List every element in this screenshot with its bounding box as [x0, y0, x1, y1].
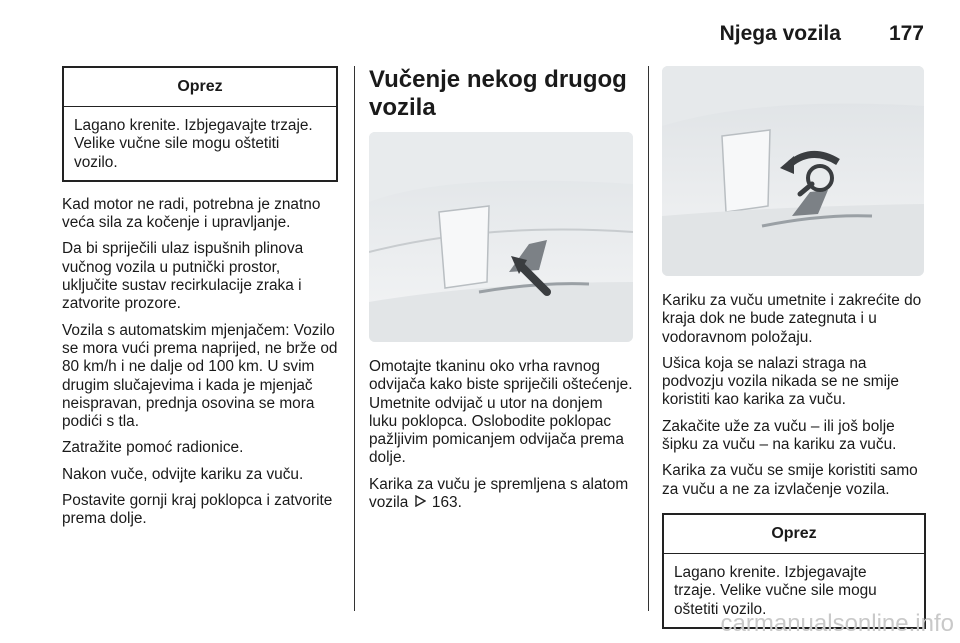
bumper-tow-eye-illustration: [662, 66, 924, 276]
caution-title: Oprez: [64, 68, 336, 107]
paragraph: Kariku za vuču umetnite i zakrećite do kraja dok ne bude zategnuta i u vodoravnom položaju.: [662, 292, 922, 346]
reference-page: 163.: [431, 494, 462, 512]
column-divider: [648, 66, 649, 611]
caution-text: Lagano krenite. Izbjegavajte trzaje. Velike vučne sile mogu oštetiti vozilo.: [674, 563, 877, 618]
paragraph: Zatražite pomoć radionice.: [62, 439, 244, 457]
paragraph: Karika za vuču se smije koristiti samo za vuču a ne za izvlačenje vozila.: [662, 462, 918, 498]
column-3: [662, 66, 926, 643]
column-2: [369, 66, 635, 520]
section-title: Njega vozila: [719, 22, 841, 45]
watermark: carmanualsonline.info: [720, 610, 954, 637]
page-header: [720, 22, 924, 46]
cover-removal-illustration: [369, 132, 633, 342]
bumper-cover-illustration: [369, 132, 633, 342]
paragraph: Postavite gornji kraj poklopca i zatvorite prema dolje.: [62, 492, 333, 528]
caution-text: Lagano krenite. Izbjegavajte trzaje. Velike vučne sile mogu oštetiti vozilo.: [74, 117, 313, 171]
reference-text: Karika za vuču je spremljena s alatom vozila: [369, 475, 629, 512]
paragraph: Vozila s automatskim mjenjačem: Vozilo se mora vući prema naprijed, ne brže od 80 km/h i ne dalje od 100 km. U svim drugim slučajevima i kada je mjenjač neispravan, prednja osovina se mora podići s tla.: [62, 321, 338, 431]
paragraph: Ušica koja se nalazi straga na podvozju vozila nikada se ne smije koristiti kao karika za vuču.: [662, 354, 899, 409]
caution-box: [62, 66, 338, 182]
page-number: 177: [888, 22, 924, 45]
tow-eye-illustration: [662, 66, 924, 276]
column-divider: [354, 66, 355, 611]
section-heading: Vučenje nekog drugog vozila: [369, 66, 627, 121]
page-reference-arrow-icon: [415, 494, 426, 512]
reference-paragraph: [369, 476, 635, 513]
paragraph: Nakon vuče, odvijte kariku za vuču.: [62, 465, 304, 483]
column-1: [62, 66, 338, 537]
paragraph: Zakačite uže za vuču – ili još bolje šipku za vuču – na kariku za vuču.: [662, 417, 897, 454]
paragraph: Da bi spriječili ulaz ispušnih plinova vučnog vozila u putnički prostor, uključite sustav recirkulacije zraka i zatvorite prozore.: [62, 240, 304, 313]
paragraph: Kad motor ne radi, potrebna je znatno veća sila za kočenje i upravljanje.: [62, 195, 321, 232]
caution-title: Oprez: [664, 515, 924, 554]
paragraph: Omotajte tkaninu oko vrha ravnog odvijača kako biste spriječili oštećenje. Umetnite odvijač u utor na donjem luku poklopca. Oslobodite poklopac pažljivim pomicanjem odvijača prema dolje.: [369, 358, 633, 467]
